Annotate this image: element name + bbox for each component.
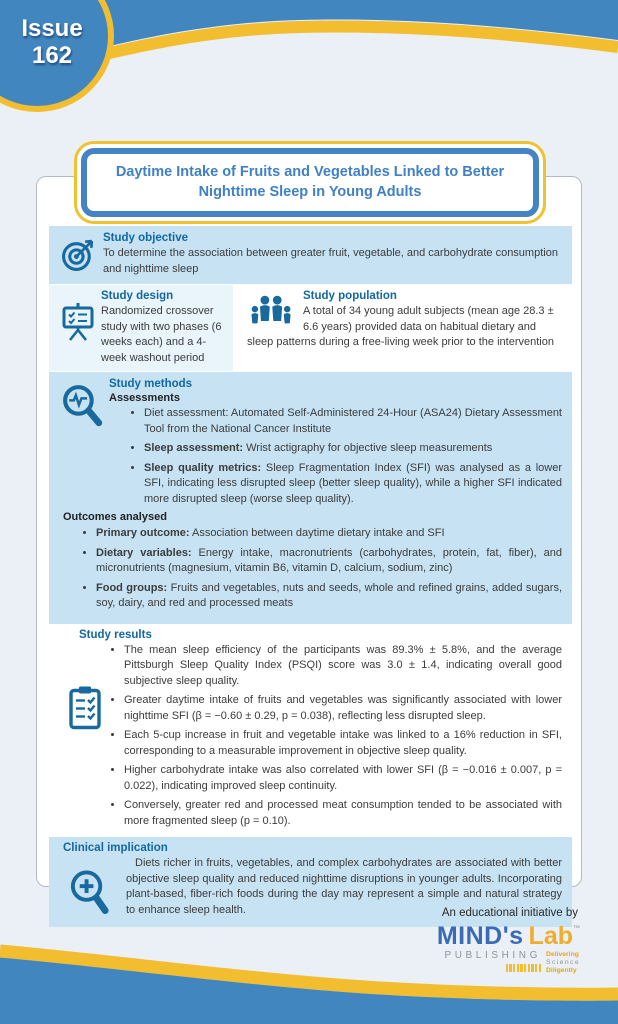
list-item: • Sleep quality metrics: Sleep Fragmentation Index (SFI) was analysed as a lower SFI, indicating less disrupted sleep (better sleep quality), while a higher SFI indicated more disrupted sleep (worse sleep quality). — [144, 461, 562, 508]
initiative-text: An educational initiative by — [441, 907, 578, 919]
section-study-results — [49, 624, 572, 838]
list-item: • The mean sleep efficiency of the participants was 89.3% ± 5.8%, and the average Pittsburgh Sleep Quality Index (PSQI) score was 3.0 ± 1.4, indicating overall good subjective sleep quality. — [124, 643, 562, 690]
list-item: • Greater daytime intake of fruits and vegetables was significantly associated with lower nighttime SFI (β = −0.60 ± 0.29, p = 0.038), reflecting less disrupted sleep. — [124, 693, 562, 724]
outcomes-list — [55, 526, 562, 612]
methods-outcomes-subheading: Outcomes analysed — [63, 511, 167, 523]
population-heading: Study population — [303, 290, 397, 302]
population-text: A total of 34 young adult subjects (mean age 28.3 ± 6.6 years) provided data on habitual dietary and sleep patterns during a free-living week prior to the intervention — [247, 305, 554, 348]
list-item: • Food groups: Fruits and vegetables, nuts and seeds, whole and refined grains, added sugars, soy, dairy, and red and processed meats — [96, 581, 562, 612]
magnifier-pulse-icon — [59, 382, 106, 429]
section-study-design — [49, 285, 233, 371]
assessments-list — [55, 406, 562, 507]
tagline-delivering: Delivering — [546, 951, 579, 958]
methods-heading: Study methods — [109, 378, 193, 390]
list-item: • Higher carbohydrate intake was also correlated with lower SFI (β = −0.016 ± 0.007, p = 0.022), indicating improved sleep continuity. — [124, 763, 562, 794]
magnifier-plus-icon — [67, 867, 112, 917]
objective-heading: Study objective — [103, 232, 188, 244]
methods-assessments-subheading: Assessments — [109, 392, 180, 404]
list-item: • Sleep assessment: Wrist actigraphy for objective sleep measurements — [144, 441, 562, 457]
tagline-diligently: Diligently — [546, 967, 577, 974]
list-item: • Each 5-cup increase in fruit and vegetable intake was linked to a 16% reduction in SFI, corresponding to a measurable improvement in objective sleep quality. — [124, 728, 562, 759]
trademark-symbol: ™ — [573, 925, 580, 932]
implication-heading: Clinical implication — [63, 842, 168, 854]
section-study-population — [241, 285, 572, 371]
section-study-objective — [49, 226, 572, 284]
presentation-board-icon — [58, 300, 98, 342]
implication-text: Diets richer in fruits, vegetables, and complex carbohydrates are associated with better objective sleep quality and reduced nighttime disruptions in younger adults. Incorporating plant-based, fiber-rich foods during the day may represent a simple and natural strategy to enhance sleep health. — [126, 857, 562, 916]
list-item: • Conversely, greater red and processed meat consumption tended to be associated with more fragmented sleep (p = 0.10). — [124, 798, 562, 829]
objective-text: To determine the association between greater fruit, vegetable, and carbohydrate consumption and nighttime sleep — [103, 247, 558, 275]
section-study-methods — [49, 372, 572, 624]
issue-label: Issue — [21, 15, 83, 43]
title-box — [74, 141, 546, 224]
column-divider — [233, 285, 241, 371]
design-text: Randomized crossover study with two phases (6 weeks each) and a 4-week washout period — [101, 305, 222, 364]
design-heading: Study design — [101, 290, 174, 302]
list-item: • Dietary variables: Energy intake, macronutrients (carbohydrates, protein, fat, fiber), and micronutrients (magnesium, vitamin B6, vitamin D, calcium, sodium, zinc) — [96, 546, 562, 577]
logo-lab-text: Lab — [528, 922, 573, 950]
results-list — [55, 643, 562, 830]
family-icon — [249, 293, 295, 331]
tagline-science: Science — [546, 959, 580, 966]
list-item: • Diet assessment: Automated Self-Administered 24-Hour (ASA24) Dietary Assessment Tool from the National Cancer Institute — [144, 406, 562, 437]
results-heading: Study results — [79, 628, 152, 641]
logo-publishing-text: PUBLISHING — [444, 950, 542, 961]
logo-mind-text: MIND's — [436, 922, 524, 950]
design-population-row — [49, 285, 572, 371]
target-icon — [61, 236, 98, 273]
issue-number: 162 — [31, 42, 73, 69]
barcode-icon — [506, 964, 541, 972]
publisher-logo — [437, 924, 580, 975]
clipboard-checklist-icon — [65, 684, 105, 731]
page-title: Daytime Intake of Fruits and Vegetables Linked to Better Nighttime Sleep in Young Adults — [115, 164, 505, 201]
list-item: • Primary outcome: Association between daytime dietary intake and SFI — [96, 526, 562, 542]
